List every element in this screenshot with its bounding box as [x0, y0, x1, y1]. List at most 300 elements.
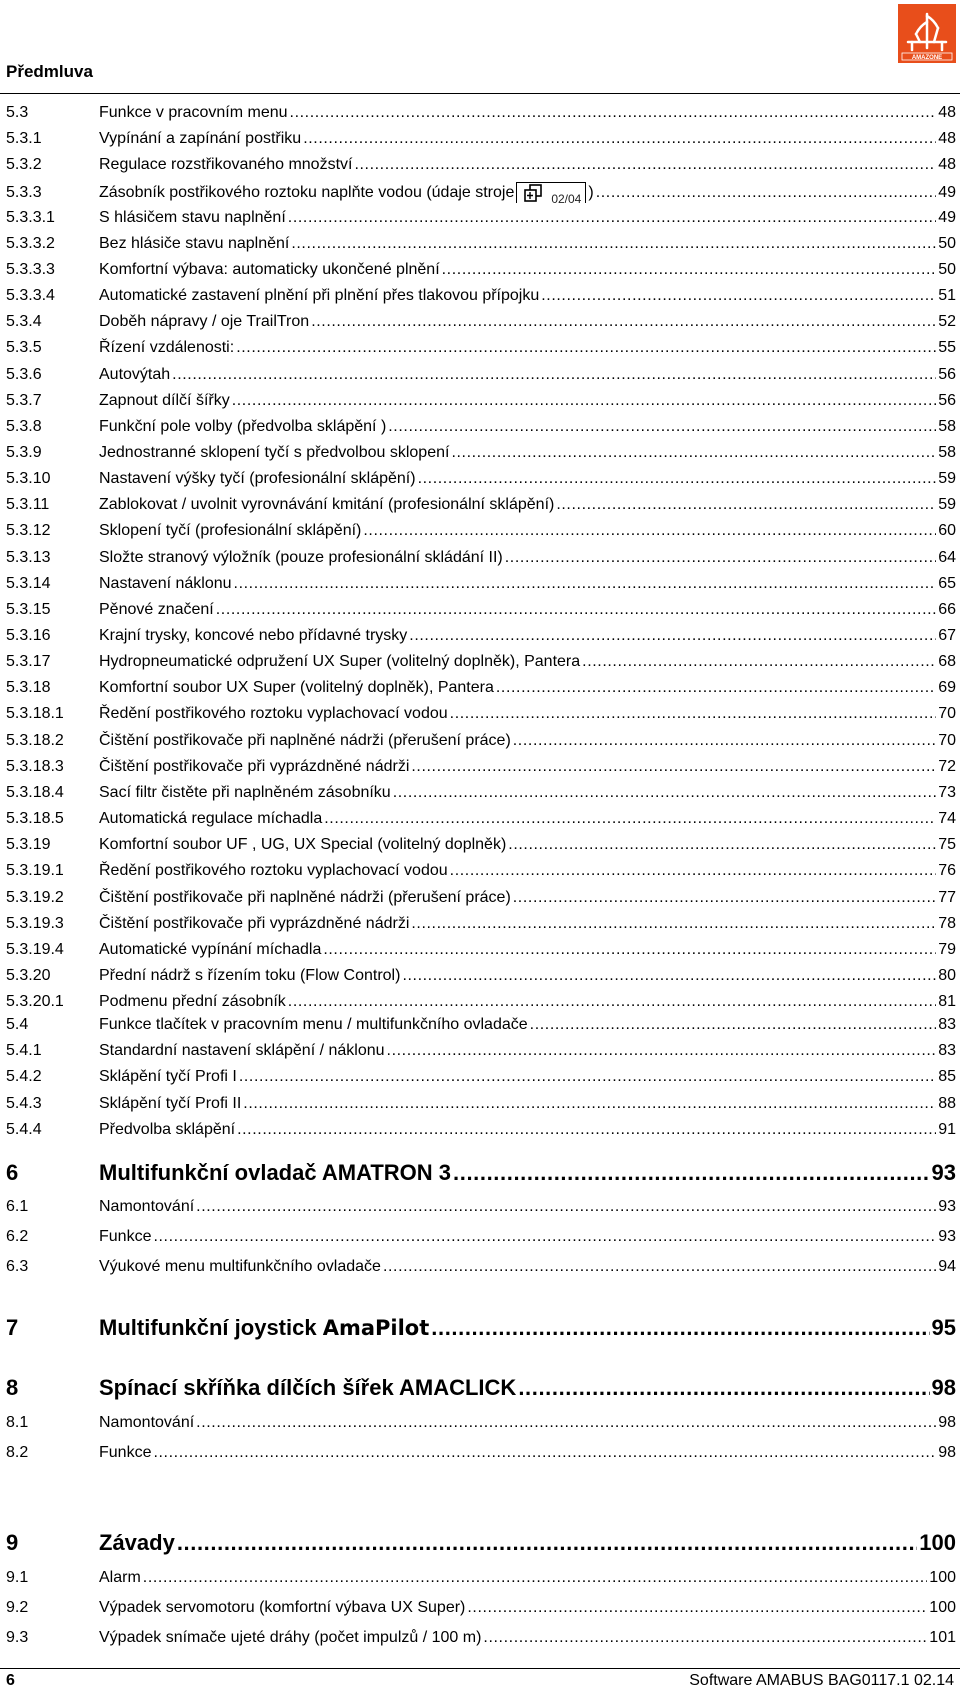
dot-leader [237, 1121, 936, 1139]
toc-entry-title [99, 470, 416, 488]
toc-entry[interactable] [6, 1016, 956, 1034]
toc-entry-number: 5.3.18.2 [6, 732, 64, 749]
toc-entry[interactable] [6, 444, 956, 462]
toc-entry-page: 100 [919, 1530, 956, 1555]
toc-entry[interactable] [6, 758, 956, 776]
toc-entry[interactable] [6, 366, 956, 384]
toc-entry-number: 9 [6, 1530, 19, 1555]
toc-entry-title [99, 1315, 429, 1341]
toc-entry-title [99, 1160, 451, 1186]
toc-entry-page: 79 [938, 941, 956, 958]
toc-entry-page: 78 [938, 915, 956, 932]
toc-entry[interactable] [6, 182, 956, 206]
toc-entry-number: 5.3.19.4 [6, 941, 64, 958]
toc-entry[interactable] [6, 993, 956, 1011]
toc-entry-page: 93 [938, 1228, 956, 1245]
dot-leader [288, 209, 936, 227]
toc-entry[interactable] [6, 1414, 956, 1432]
toc-entry[interactable] [6, 418, 956, 436]
toc-entry-number: 5.3.18.5 [6, 810, 64, 827]
toc-entry-title [99, 758, 409, 776]
toc-entry-title [99, 1016, 528, 1034]
toc-entry-number: 5.3 [6, 104, 29, 121]
dot-leader [442, 261, 937, 279]
toc-entry-page: 91 [938, 1121, 956, 1138]
toc-entry-title-text: S hlásičem stavu naplnění [99, 209, 286, 226]
section-title: Předmluva [6, 62, 93, 81]
toc-entry-title-text: Sklápění tyčí Profi I [99, 1068, 237, 1085]
toc-entry-title [99, 1121, 235, 1139]
toc-entry-page: 66 [938, 601, 956, 618]
toc-entry-title-text: Podmenu přední zásobník [99, 993, 286, 1010]
dot-leader [363, 522, 936, 540]
toc-entry[interactable] [6, 889, 956, 907]
toc-entry-number: 9.2 [6, 1599, 29, 1616]
toc-entry-page: 98 [938, 1444, 956, 1461]
dot-leader [323, 941, 936, 959]
toc-entry-title-text: Výukové menu multifunkčního ovladače [99, 1258, 381, 1275]
dot-leader [172, 366, 936, 384]
toc-entry-page: 85 [938, 1068, 956, 1085]
dot-leader [236, 339, 936, 357]
toc-entry-page: 98 [938, 1414, 956, 1431]
toc-entry-number: 5.4 [6, 1016, 29, 1033]
toc-entry[interactable] [6, 392, 956, 410]
toc-entry[interactable] [6, 1629, 956, 1647]
toc-entry-title-text: Řízení vzdálenosti: [99, 339, 235, 356]
toc-entry-page: 56 [938, 392, 956, 409]
toc-entry-page: 100 [929, 1599, 956, 1616]
dot-leader [451, 444, 936, 462]
toc-entry[interactable] [6, 549, 956, 567]
toc-entry[interactable] [6, 732, 956, 750]
toc-entry[interactable] [6, 915, 956, 933]
dot-leader [234, 575, 937, 593]
toc-entry-number: 5.3.8 [6, 418, 42, 435]
toc-entry-title [99, 1258, 381, 1276]
toc-entry-number: 5.4.4 [6, 1121, 42, 1138]
toc-entry-title [99, 444, 449, 462]
dot-leader [541, 287, 936, 305]
toc-entry-number: 5.3.18 [6, 679, 51, 696]
toc-entry-title [99, 1629, 481, 1647]
toc-entry-title [99, 261, 440, 279]
toc-entry-page: 50 [938, 261, 956, 278]
toc-entry-page: 48 [938, 156, 956, 173]
toc-entry-title [99, 1414, 194, 1432]
toc-entry-title-text: Komfortní soubor UF , UG, UX Special (volitelný doplněk) [99, 836, 507, 853]
toc-entry-title-text: Čištění postřikovače při vyprázdněné nádrži [99, 758, 410, 775]
toc-entry-title-text: Výpadek servomotoru (komfortní výbava UX Super) [99, 1599, 466, 1616]
toc-entry-title-text: Krajní trysky, koncové nebo přídavné trysky [99, 627, 408, 644]
toc-entry-title-text: Zablokovat / uvolnit vyrovnávání kmitání (profesionální sklápění) [99, 496, 555, 513]
dot-leader [450, 862, 937, 880]
toc-entry-title-text: Bez hlásiče stavu naplnění [99, 235, 290, 252]
toc-entry-title-text: Sací filtr čistěte při naplněném zásobníku [99, 784, 391, 801]
toc-entry-page: 81 [938, 993, 956, 1010]
toc-entry-number: 5.3.3.3 [6, 261, 55, 278]
toc-entry-title [99, 392, 230, 410]
toc-entry-title-text: Nastavení výšky tyčí (profesionální sklápění) [99, 470, 416, 487]
toc-entry-title [99, 1068, 237, 1086]
dot-leader [232, 392, 936, 410]
toc-entry-title-text: Funkce [99, 1444, 152, 1461]
toc-entry-page: 72 [938, 758, 956, 775]
toc-entry-title [99, 313, 309, 331]
toc-entry-number: 5.4.3 [6, 1095, 42, 1112]
toc-entry-number: 5.3.18.1 [6, 705, 64, 722]
dot-leader [513, 732, 936, 750]
toc-entry-title-text: Čištění postřikovače při vyprázdněné nádrži [99, 915, 410, 932]
toc-entry-page: 75 [938, 836, 956, 853]
toc-chapter-entry[interactable] [6, 1375, 956, 1401]
toc-entry[interactable] [6, 784, 956, 802]
toc-entry-title-text: Čištění postřikovače při naplněné nádrži (přerušení práce) [99, 732, 511, 749]
toc-entry-page: 70 [938, 705, 956, 722]
toc-entry-title-text: Zapnout dílčí šířky [99, 392, 230, 409]
toc-entry-number: 5.3.5 [6, 339, 42, 356]
toc-entry-number: 5.3.18.4 [6, 784, 64, 801]
toc-entry[interactable] [6, 836, 956, 854]
toc-entry-number: 5.3.3.4 [6, 287, 55, 304]
toc-entry[interactable] [6, 522, 956, 540]
dot-leader [453, 1160, 929, 1186]
toc-entry-title [99, 836, 506, 854]
toc-chapter-entry[interactable] [6, 1315, 956, 1341]
toc-entry-title-text: Funkce tlačítek v pracovním menu / multifunkčního ovladače [99, 1016, 528, 1033]
toc-entry-number: 5.3.4 [6, 313, 42, 330]
toc-entry[interactable] [6, 470, 956, 488]
toc-entry-number: 5.3.16 [6, 627, 51, 644]
dot-leader [467, 1599, 927, 1617]
toc-entry-page: 93 [931, 1160, 956, 1185]
toc-entry-number: 5.3.3 [6, 184, 42, 201]
toc-entry-title-text: Předvolba sklápění [99, 1121, 236, 1138]
toc-entry[interactable] [6, 235, 956, 253]
dot-leader [143, 1569, 928, 1587]
toc-entry-page: 58 [938, 418, 956, 435]
toc-entry-title-text: Hydropneumatické odpružení UX Super (volitelný doplněk), Pantera [99, 653, 581, 670]
toc-entry-number: 5.3.13 [6, 549, 51, 566]
dot-leader [311, 313, 936, 331]
dot-leader [290, 104, 937, 122]
toc-entry-page: 88 [938, 1095, 956, 1112]
toc-entry[interactable] [6, 1228, 956, 1246]
dot-leader [508, 836, 936, 854]
dot-leader [518, 1375, 929, 1401]
dot-leader [291, 235, 936, 253]
toc-entry-page: 48 [938, 130, 956, 147]
toc-entry-title [99, 679, 494, 697]
toc-entry-number: 5.3.19.2 [6, 889, 64, 906]
dot-leader [196, 1198, 936, 1216]
toc-entry-title-text: Automatická regulace míchadla [99, 810, 323, 827]
toc-entry-title-text: Namontování [99, 1198, 195, 1215]
dot-leader [196, 1414, 936, 1432]
toc-entry-number: 5.3.10 [6, 470, 51, 487]
toc-entry-title-text: Regulace rozstřikovaného množství [99, 156, 353, 173]
toc-entry-number: 5.3.19.3 [6, 915, 64, 932]
toc-entry-title [99, 862, 448, 880]
dot-leader [496, 679, 936, 697]
toc-entry-page: 65 [938, 575, 956, 592]
dot-leader [596, 184, 937, 202]
toc-entry[interactable] [6, 104, 956, 122]
toc-entry-title-text: Přední nádrž s řízením toku (Flow Control) [99, 967, 401, 984]
toc-entry-title-text: Standardní nastavení sklápění / náklonu [99, 1042, 385, 1059]
toc-entry-number: 8.1 [6, 1414, 29, 1431]
toc-entry-page: 77 [938, 889, 956, 906]
toc-entry-title [99, 1375, 516, 1401]
footer-document-id: Software AMABUS BAG0117.1 02.14 [689, 1672, 954, 1689]
toc-entry-title [99, 1042, 385, 1060]
toc-entry-title [99, 418, 386, 436]
toc-entry-title-text: Pěnové značení [99, 601, 214, 618]
toc-entry[interactable] [6, 862, 956, 880]
dot-leader [393, 784, 937, 802]
toc-entry-title [99, 1599, 465, 1617]
toc-entry-page: 94 [938, 1258, 956, 1275]
toc-chapter-entry[interactable] [6, 1530, 956, 1556]
toc-entry-page: 83 [938, 1016, 956, 1033]
dot-leader [411, 915, 936, 933]
toc-entry[interactable] [6, 627, 956, 645]
toc-entry-page: 95 [931, 1315, 956, 1340]
toc-entry-title [99, 104, 288, 122]
toc-entry-number: 5.4.1 [6, 1042, 42, 1059]
toc-entry-title [99, 993, 286, 1011]
toc-entry-title [99, 339, 234, 357]
toc-entry-number: 7 [6, 1315, 19, 1340]
toc-entry[interactable] [6, 705, 956, 723]
toc-entry-number: 5.3.20 [6, 967, 51, 984]
toc-entry[interactable] [6, 1121, 956, 1139]
dot-leader [387, 1042, 937, 1060]
toc-entry[interactable] [6, 1042, 956, 1060]
dot-leader [505, 549, 936, 567]
footer-divider [0, 1668, 960, 1669]
toc-entry-number: 5.3.3.2 [6, 235, 55, 252]
toc-entry-title-suffix: ) [588, 184, 594, 201]
toc-entry-title-text: Spínací skříňka dílčích šířek AMACLICK [99, 1375, 517, 1400]
dot-leader [303, 130, 936, 148]
dot-leader [418, 470, 937, 488]
toc-entry-page: 49 [938, 184, 956, 201]
toc-entry-title-text: Ředění postřikového roztoku vyplachovací vodou [99, 705, 448, 722]
toc-entry-title [99, 653, 580, 671]
toc-entry-page: 73 [938, 784, 956, 801]
toc-entry-title-text: Výpadek snímače ujeté dráhy (počet impulzů / 100 m) [99, 1629, 482, 1646]
toc-entry-title-text: Automatické vypínání míchadla [99, 941, 322, 958]
toc-entry-page: 48 [938, 104, 956, 121]
dot-leader [431, 1315, 929, 1341]
toc-entry-title-text: Čištění postřikovače při naplněné nádrži (přerušení práce) [99, 889, 511, 906]
toc-entry-number: 5.3.19 [6, 836, 51, 853]
toc-entry[interactable] [6, 1569, 956, 1587]
toc-entry-title [99, 209, 286, 227]
dot-leader [288, 993, 936, 1011]
toc-entry-number: 6.3 [6, 1258, 29, 1275]
toc-entry-number: 9.3 [6, 1629, 29, 1646]
toc-entry-page: 100 [929, 1569, 956, 1586]
toc-entry-title-text: Složte stranový výložník (pouze profesionální skládání II) [99, 549, 503, 566]
dot-leader [243, 1095, 936, 1113]
dot-leader [409, 627, 936, 645]
header-divider [0, 93, 960, 94]
toc-entry-number: 5.3.9 [6, 444, 42, 461]
toc-entry-title-text: Funkční pole volby (předvolba sklápění ) [99, 418, 387, 435]
toc-entry-title [99, 496, 554, 514]
toc-entry-title-text: Sklápění tyčí Profi II [99, 1095, 242, 1112]
toc-entry-title [99, 1198, 194, 1216]
toc-entry-number: 5.3.12 [6, 522, 51, 539]
machine-data-icon [516, 182, 586, 206]
toc-entry-title [99, 575, 232, 593]
toc-entry-title [99, 1228, 151, 1246]
toc-entry[interactable] [6, 313, 956, 331]
toc-entry[interactable] [6, 653, 956, 671]
toc-entry[interactable] [6, 1444, 956, 1462]
toc-entry-title-text: Funkce v pracovním menu [99, 104, 288, 121]
toc-entry[interactable] [6, 1198, 956, 1216]
toc-entry-number: 6.2 [6, 1228, 29, 1245]
toc-entry[interactable] [6, 679, 956, 697]
toc-entry-number: 5.3.6 [6, 366, 42, 383]
dot-leader [582, 653, 936, 671]
dot-leader [388, 418, 936, 436]
toc-entry-page: 76 [938, 862, 956, 879]
toc-entry-page: 50 [938, 235, 956, 252]
toc-entry[interactable] [6, 1599, 956, 1617]
toc-entry-page: 69 [938, 679, 956, 696]
toc-entry-title [99, 915, 409, 933]
machine-data-icon-label: 02/04 [551, 192, 582, 206]
svg-text:AMAZONE: AMAZONE [911, 55, 943, 61]
toc-entry[interactable] [6, 261, 956, 279]
toc-entry-number: 5.3.15 [6, 601, 51, 618]
toc-entry-title-text: Komfortní výbava: automaticky ukončené plnění [99, 261, 440, 278]
toc-entry-number: 8 [6, 1375, 19, 1400]
toc-entry-title [99, 235, 289, 253]
dot-leader [530, 1016, 937, 1034]
toc-entry-title [99, 1095, 241, 1113]
toc-entry-number: 8.2 [6, 1444, 29, 1461]
toc-entry-title [99, 1530, 175, 1556]
toc-entry-title [99, 627, 407, 645]
toc-entry-title-text: Vypínání a zapínání postřiku [99, 130, 302, 147]
toc-entry-page: 51 [938, 287, 956, 304]
dot-leader [402, 967, 936, 985]
toc-entry[interactable] [6, 941, 956, 959]
toc-entry-page: 101 [929, 1629, 956, 1646]
dot-leader [153, 1444, 936, 1462]
toc-entry[interactable] [6, 810, 956, 828]
toc-entry-title [99, 732, 511, 750]
dot-leader [324, 810, 936, 828]
amapilot-brand: AmaPilot [322, 1316, 430, 1340]
toc-entry-title-text: Zásobník postřikového roztoku naplňte vodou (údaje stroje [99, 184, 515, 201]
toc-entry-title-text: Doběh nápravy / oje TrailTron [99, 313, 310, 330]
dot-leader [513, 889, 936, 907]
toc-entry-title [99, 182, 594, 206]
toc-entry-page: 67 [938, 627, 956, 644]
toc-entry-number: 6.1 [6, 1198, 29, 1215]
toc-entry[interactable] [6, 1258, 956, 1276]
dot-leader [411, 758, 936, 776]
toc-entry-number: 5.3.2 [6, 156, 42, 173]
toc-entry-number: 5.3.11 [6, 496, 50, 513]
toc-entry-title-text: Komfortní soubor UX Super (volitelný doplněk), Pantera [99, 679, 494, 696]
toc-entry-title [99, 130, 301, 148]
toc-entry[interactable] [6, 209, 956, 227]
toc-entry-title [99, 705, 448, 723]
toc-entry-title-text: Ředění postřikového roztoku vyplachovací vodou [99, 862, 448, 879]
toc-entry-number: 5.3.19.1 [6, 862, 64, 879]
toc-entry[interactable] [6, 496, 956, 514]
toc-entry-page: 70 [938, 732, 956, 749]
toc-entry-page: 74 [938, 810, 956, 827]
toc-entry-title [99, 156, 352, 174]
toc-entry-page: 59 [938, 496, 956, 513]
toc-entry-title-text: Závady [99, 1530, 175, 1555]
toc-entry-page: 64 [938, 549, 956, 566]
toc-entry-title-text: Multifunkční joystick [99, 1315, 317, 1340]
dot-leader [354, 156, 936, 174]
dot-leader [216, 601, 936, 619]
toc-entry-title [99, 967, 400, 985]
dot-leader [177, 1530, 917, 1556]
toc-entry-page: 98 [931, 1375, 956, 1400]
toc-entry-page: 68 [938, 653, 956, 670]
toc-entry[interactable] [6, 156, 956, 174]
toc-entry-number: 5.3.3.1 [6, 209, 55, 226]
amazone-logo [898, 4, 956, 63]
toc-entry-title-text: Automatické zastavení plnění při plnění přes tlakovou přípojku [99, 287, 540, 304]
toc-entry-title [99, 810, 322, 828]
toc-entry[interactable] [6, 130, 956, 148]
footer-page-number: 6 [6, 1672, 15, 1689]
toc-entry-title-text: Jednostranné sklopení tyčí s předvolbou sklopení [99, 444, 450, 461]
toc-entry-title [99, 941, 321, 959]
toc-entry-number: 5.3.20.1 [6, 993, 64, 1010]
toc-entry-title [99, 366, 170, 384]
toc-entry-number: 6 [6, 1160, 19, 1185]
toc-entry[interactable] [6, 287, 956, 305]
toc-entry[interactable] [6, 1095, 956, 1113]
dot-leader [239, 1068, 936, 1086]
toc-entry[interactable] [6, 967, 956, 985]
toc-entry-title-text: Namontování [99, 1414, 195, 1431]
toc-entry-title-text: Alarm [99, 1569, 141, 1586]
toc-entry-number: 9.1 [6, 1569, 29, 1586]
toc-entry-page: 60 [938, 522, 956, 539]
dot-leader [383, 1258, 936, 1276]
toc-entry-title-text: Nastavení náklonu [99, 575, 232, 592]
toc-entry-title [99, 549, 503, 567]
toc-entry-title [99, 1444, 151, 1462]
toc-entry-title [99, 1569, 141, 1587]
toc-chapter-entry[interactable] [6, 1160, 956, 1186]
toc-entry-page: 58 [938, 444, 956, 461]
toc-entry[interactable] [6, 1068, 956, 1086]
toc-entry-title [99, 287, 539, 305]
toc-entry[interactable] [6, 601, 956, 619]
dot-leader [450, 705, 937, 723]
toc-entry[interactable] [6, 339, 956, 357]
toc-entry[interactable] [6, 575, 956, 593]
toc-entry-title-text: Multifunkční ovladač AMATRON 3 [99, 1160, 452, 1185]
dot-leader [483, 1629, 927, 1647]
